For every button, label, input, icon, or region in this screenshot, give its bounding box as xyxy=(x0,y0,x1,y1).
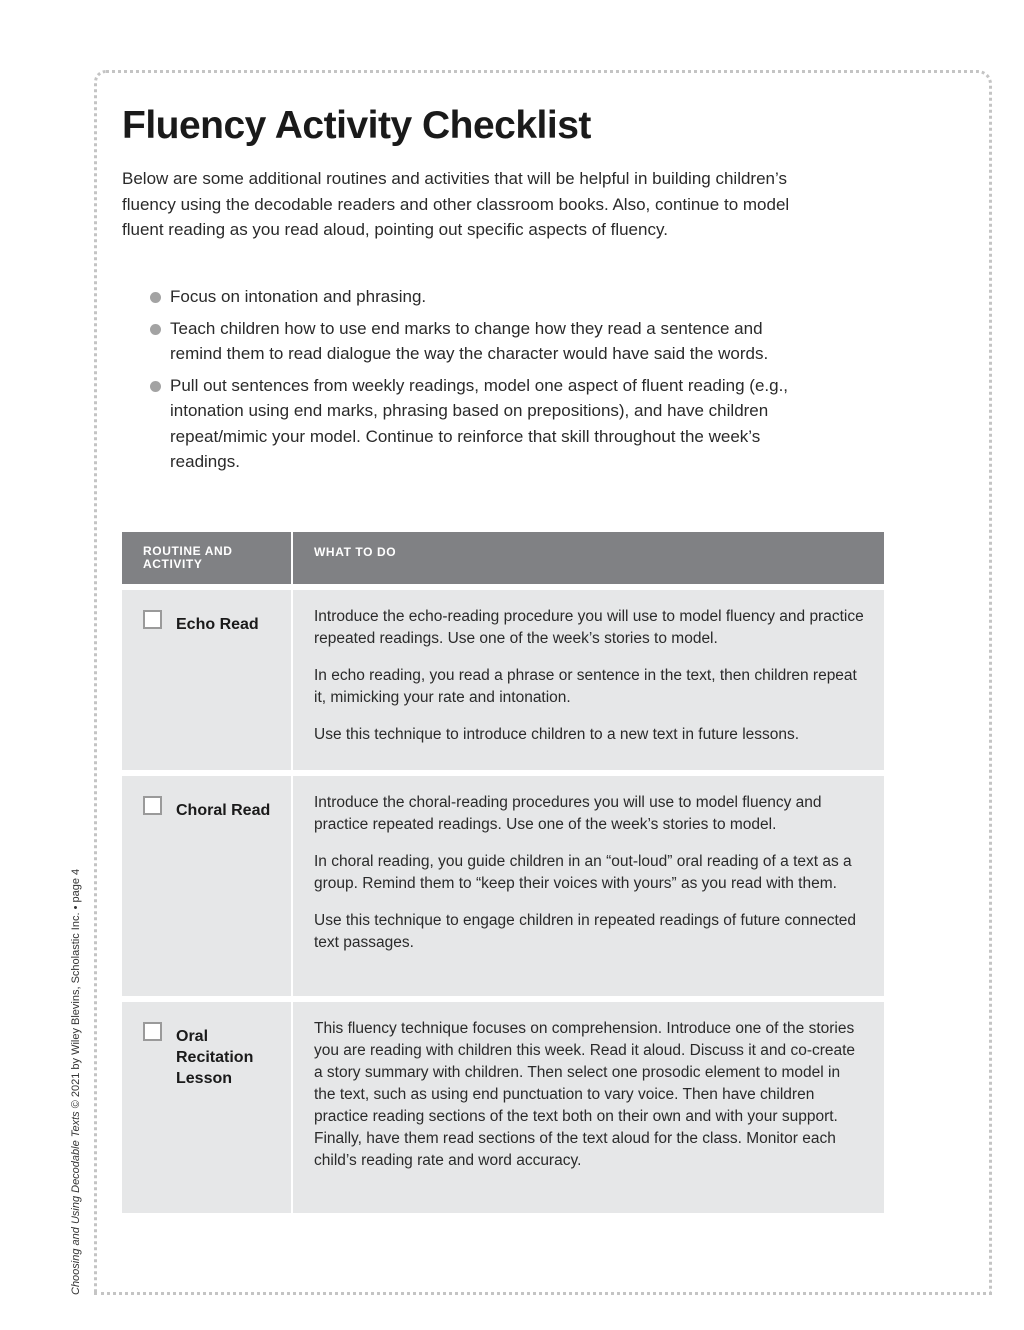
list-item-text: Teach children how to use end marks to change how they read a sentence and remind them to read dialogue the way the character would have said the words. xyxy=(170,318,769,363)
instruction-paragraph: Introduce the echo-reading procedure you will use to model fluency and practice repeated readings. Use one of the week’s stories to model. xyxy=(314,608,864,647)
routine-cell xyxy=(122,1002,293,1213)
list-item xyxy=(150,316,790,367)
routine-cell xyxy=(122,776,293,996)
table-row xyxy=(122,590,884,770)
intro-paragraph: Below are some additional routines and activities that will be helpful in building children’s fluency using the decodable readers and other classroom books. Also, continue to model fluent reading as you read aloud, pointing out specific aspects of fluency. xyxy=(122,169,790,239)
instruction-paragraph: Use this technique to engage children in repeated readings of future connected text passages. xyxy=(314,912,857,951)
table-header xyxy=(122,532,884,584)
table-row xyxy=(122,776,884,996)
tips-list xyxy=(150,284,790,481)
instruction-paragraph: Use this technique to introduce children to a new text in future lessons. xyxy=(314,726,800,743)
instructions-cell xyxy=(293,590,884,770)
instruction-paragraph: Introduce the choral-reading procedures you will use to model fluency and practice repeated readings. Use one of the week’s stories to model. xyxy=(314,794,822,833)
column-header-routine: ROUTINE AND ACTIVITY xyxy=(122,532,293,584)
checkbox-choral-read[interactable] xyxy=(143,796,162,815)
activity-table xyxy=(122,532,884,1213)
instruction-paragraph: This fluency technique focuses on comprehension. Introduce one of the stories you are reading with children this week. Read it aloud. Discuss it and co-create a story summary with children. Then select one prosodic element to model in the text, such as using end punctuation to vary voice. Then have children practice reading sections of the text both on their own and with your support. Finally, have them read sections of the text aloud for the class. Monitor each child’s reading rate and word accuracy. xyxy=(314,1020,856,1169)
checkbox-echo-read[interactable] xyxy=(143,610,162,629)
bullet-icon xyxy=(150,324,161,335)
instructions-cell xyxy=(293,1002,884,1213)
list-item-text: Pull out sentences from weekly readings, model one aspect of fluent reading (e.g., intonation using end marks, phrasing based on prepositions), and have children repeat/mimic your model. Continue to reinforce that skill throughout the week’s readings. xyxy=(170,375,789,471)
routine-cell xyxy=(122,590,293,770)
table-row xyxy=(122,1002,884,1213)
column-header-what-to-do: WHAT TO DO xyxy=(314,545,397,559)
activity-name: Oral Recitation Lesson xyxy=(176,1028,254,1087)
book-title: Choosing and Using Decodable Texts xyxy=(70,1111,82,1295)
list-item xyxy=(150,284,790,310)
instructions-cell xyxy=(293,776,884,996)
bullet-icon xyxy=(150,292,161,303)
list-item xyxy=(150,373,790,475)
copyright-text: © 2021 by Wiley Blevins, Scholastic Inc. • page 4 xyxy=(70,868,82,1112)
page-title: Fluency Activity Checklist xyxy=(122,104,591,147)
activity-name: Echo Read xyxy=(176,616,259,633)
page-footer xyxy=(70,869,82,1295)
checkbox-oral-recitation[interactable] xyxy=(143,1022,162,1041)
list-item-text: Focus on intonation and phrasing. xyxy=(170,287,427,306)
activity-name: Choral Read xyxy=(176,802,271,819)
instruction-paragraph: In echo reading, you read a phrase or sentence in the text, then children repeat it, mimicking your rate and intonation. xyxy=(314,667,857,706)
instruction-paragraph: In choral reading, you guide children in an “out-loud” oral reading of a text as a group. Remind them to “keep their voices with yours” as you read with them. xyxy=(314,853,852,892)
bullet-icon xyxy=(150,381,161,392)
